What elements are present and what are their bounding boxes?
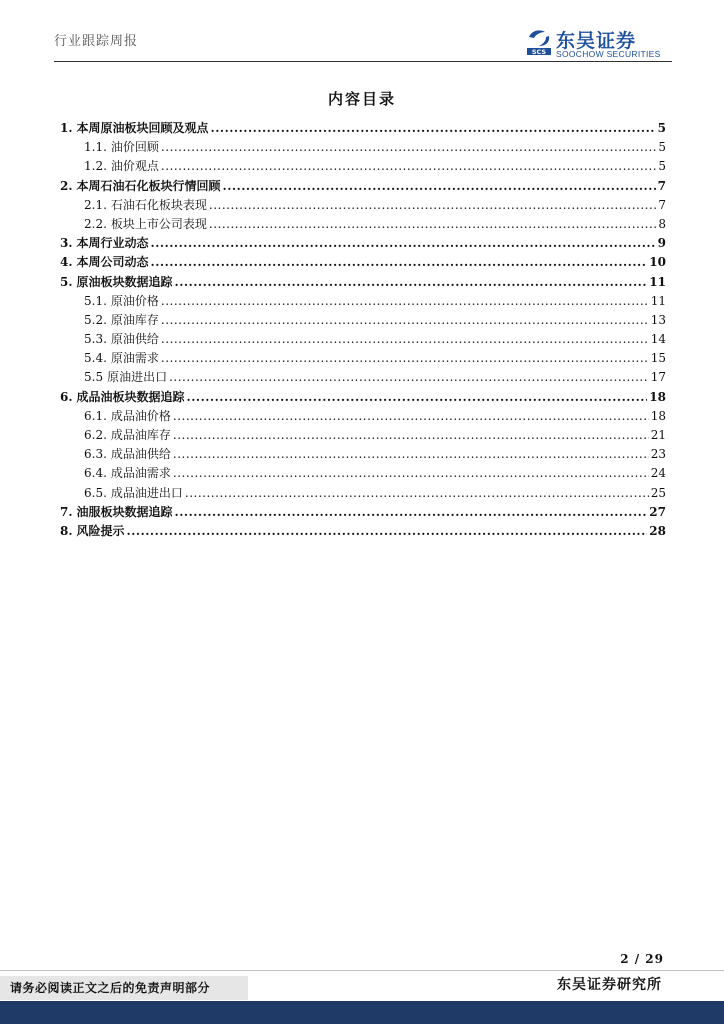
toc-dot-leader — [161, 292, 649, 311]
toc-entry-title: 油服板块数据追踪 — [76, 504, 173, 519]
toc-entry-title: 成品油供给 — [110, 447, 171, 462]
logo-mark-text: SCS — [531, 48, 547, 56]
toc-entry-number: 5.4. — [84, 351, 107, 366]
toc-entry[interactable] — [60, 445, 666, 464]
toc-entry-title: 原油价格 — [110, 293, 159, 308]
toc-entry[interactable] — [60, 484, 666, 503]
toc-entry-number: 3. — [60, 236, 73, 251]
toc-dot-leader — [173, 445, 649, 464]
toc-entry-page: 24 — [650, 466, 666, 481]
toc-entry-number: 6.4. — [84, 466, 107, 481]
toc-entry[interactable] — [60, 464, 666, 483]
toc-entry[interactable] — [60, 273, 666, 292]
toc-entry-title: 成品油进出口 — [110, 485, 183, 500]
toc-entry-page: 11 — [650, 293, 666, 308]
toc-entry-number: 5. — [60, 274, 73, 289]
toc-entry-page: 11 — [649, 274, 666, 289]
toc-dot-leader — [173, 426, 649, 445]
toc-dot-leader — [175, 503, 648, 522]
logo-chinese-name: 东吴证券 — [556, 30, 637, 52]
toc-entry-number: 8. — [60, 523, 73, 538]
toc-dot-leader — [161, 138, 656, 157]
toc-entry-title: 原油需求 — [110, 351, 159, 366]
toc-entry[interactable] — [60, 330, 666, 349]
toc-entry-number: 2.1. — [84, 197, 107, 212]
toc-entry-number: 7. — [60, 504, 73, 519]
toc-entry[interactable] — [60, 234, 666, 253]
toc-entry-title: 石油石化板块表现 — [110, 197, 207, 212]
toc-entry-number: 5.5 — [84, 370, 104, 385]
toc-entry-page: 5 — [658, 159, 666, 174]
toc-entry[interactable] — [60, 119, 666, 138]
toc-entry[interactable] — [60, 177, 666, 196]
report-type-label: 行业跟踪周报 — [54, 34, 139, 49]
header-divider — [54, 61, 672, 62]
toc-entry-title: 油价观点 — [110, 159, 159, 174]
toc-entry[interactable] — [60, 368, 666, 387]
toc-entry[interactable] — [60, 138, 666, 157]
toc-entry-page: 27 — [649, 504, 666, 519]
toc-dot-leader — [209, 196, 656, 215]
toc-entry-page: 7 — [657, 178, 666, 193]
toc-dot-leader — [151, 234, 656, 253]
toc-entry[interactable] — [60, 215, 666, 234]
toc-entry[interactable] — [60, 196, 666, 215]
toc-dot-leader — [161, 311, 649, 330]
toc-entry[interactable] — [60, 311, 666, 330]
toc-dot-leader — [187, 388, 648, 407]
toc-entry-page: 5 — [658, 140, 666, 155]
toc-entry-page: 10 — [649, 255, 666, 270]
institute-name: 东吴证券研究所 — [557, 977, 662, 993]
toc-entry-page: 17 — [650, 370, 666, 385]
toc-entry[interactable] — [60, 157, 666, 176]
toc-entry-number: 6.2. — [84, 428, 107, 442]
toc-entry-page: 21 — [650, 428, 666, 442]
toc-entry-number: 1.2. — [84, 159, 107, 174]
toc-entry-title: 原油进出口 — [107, 370, 168, 385]
toc-entry[interactable] — [60, 292, 666, 311]
toc-entry-number: 6. — [60, 389, 73, 404]
toc-entry-page: 23 — [650, 447, 666, 462]
toc-entry-page: 25 — [650, 485, 666, 500]
toc-dot-leader — [185, 484, 649, 503]
toc-entry-title: 原油库存 — [110, 312, 159, 327]
toc-entry-title: 原油板块数据追踪 — [76, 274, 173, 289]
toc-entry-number: 1. — [60, 121, 73, 135]
soochow-logo-icon — [526, 28, 552, 56]
toc-entry[interactable] — [60, 349, 666, 368]
toc-entry-page: 14 — [650, 332, 666, 347]
toc-dot-leader — [127, 522, 648, 541]
toc-entry-page: 8 — [658, 216, 666, 231]
toc-entry-page: 18 — [649, 389, 666, 404]
toc-dot-leader — [223, 177, 656, 196]
toc-entry-number: 4. — [60, 255, 73, 270]
toc-entry-title: 本周石油石化板块行情回顾 — [76, 178, 221, 193]
toc-dot-leader — [169, 368, 649, 387]
toc-entry-number: 6.1. — [84, 408, 107, 423]
toc-entry-page: 28 — [649, 523, 666, 538]
toc-entry-title: 成品油库存 — [110, 428, 171, 442]
toc-entry[interactable] — [60, 522, 666, 541]
toc-entry-number: 2.2. — [84, 216, 107, 231]
toc-dot-leader — [161, 349, 649, 368]
toc-entry-page: 5 — [657, 121, 666, 135]
toc-entry-page: 18 — [650, 408, 666, 423]
toc-entry-page: 9 — [657, 236, 666, 251]
toc-entry-title: 成品油需求 — [110, 466, 171, 481]
toc-entry[interactable] — [60, 253, 666, 272]
toc-dot-leader — [161, 330, 649, 349]
toc-entry-title: 成品油价格 — [110, 408, 171, 423]
toc-dot-leader — [161, 157, 656, 176]
page-indicator: 2 / 29 — [620, 952, 664, 966]
toc-dot-leader — [173, 407, 649, 426]
toc-dot-leader — [173, 464, 649, 483]
toc-entry-title: 原油供给 — [110, 332, 159, 347]
footer-divider — [0, 970, 724, 971]
toc-entry-number: 5.2. — [84, 312, 107, 327]
toc-entry-title: 成品油板块数据追踪 — [76, 389, 185, 404]
footer-bar — [0, 1001, 724, 1024]
toc-title: 内容目录 — [327, 90, 396, 108]
toc-entry[interactable] — [60, 388, 666, 407]
toc-entry-page: 13 — [650, 312, 666, 327]
disclaimer-notice: 请务必阅读正文之后的免责声明部分 — [0, 976, 248, 1000]
toc-entry-number: 5.3. — [84, 332, 107, 347]
toc-entry-number: 6.5. — [84, 485, 107, 500]
toc-dot-leader — [175, 273, 648, 292]
table-of-contents — [60, 119, 666, 541]
toc-entry[interactable] — [60, 503, 666, 522]
toc-entry-title: 油价回顾 — [110, 140, 159, 155]
toc-dot-leader — [151, 253, 648, 272]
toc-entry-number: 6.3. — [84, 447, 107, 462]
toc-entry-title: 本周公司动态 — [76, 255, 149, 270]
toc-dot-leader — [209, 215, 656, 234]
toc-dot-leader — [211, 119, 656, 138]
logo-english-name: SOOCHOW SECURITIES — [556, 49, 661, 59]
toc-entry-page: 7 — [658, 197, 666, 212]
toc-entry-page: 15 — [650, 351, 666, 366]
toc-entry-number: 2. — [60, 178, 73, 193]
company-logo — [526, 26, 676, 60]
toc-entry[interactable] — [60, 426, 666, 445]
toc-entry-title: 本周行业动态 — [76, 236, 149, 251]
toc-entry-title: 风险提示 — [76, 523, 125, 538]
toc-entry-number: 1.1. — [84, 140, 107, 155]
toc-entry[interactable] — [60, 407, 666, 426]
toc-entry-title: 本周原油板块回顾及观点 — [76, 121, 209, 135]
toc-entry-number: 5.1. — [84, 293, 107, 308]
toc-entry-title: 板块上市公司表现 — [110, 216, 207, 231]
